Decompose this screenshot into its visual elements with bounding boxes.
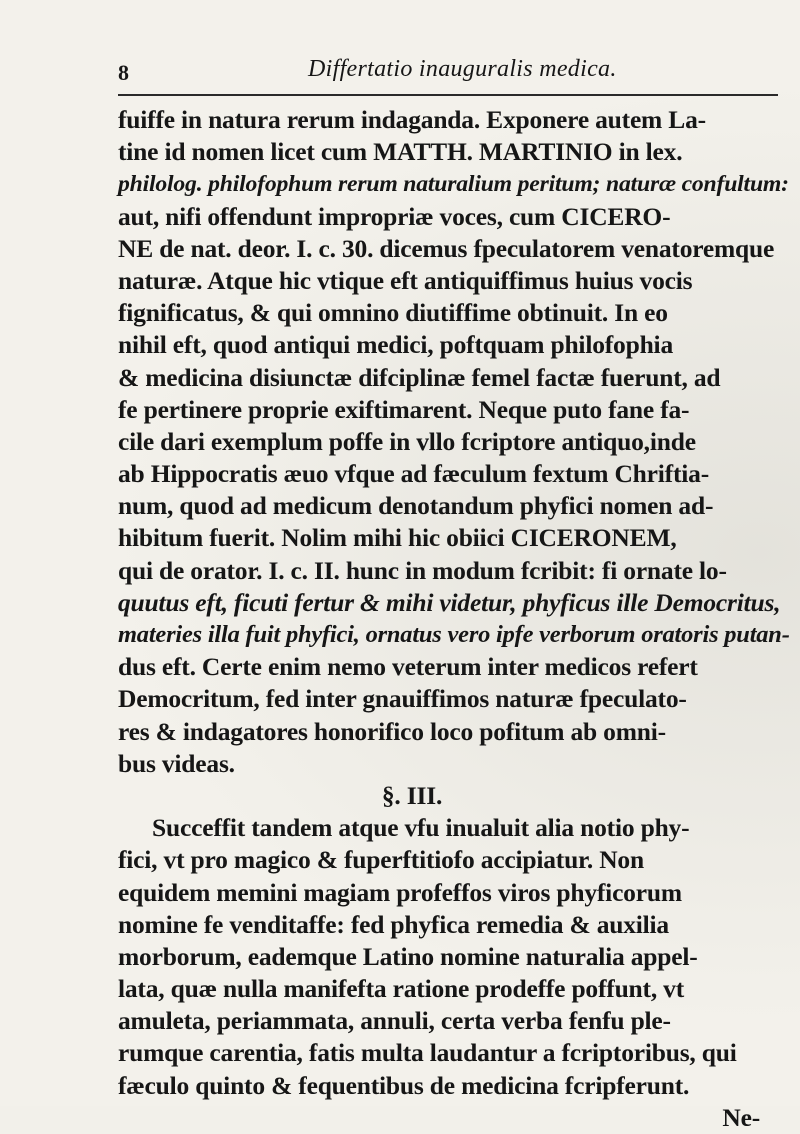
text-line: fuiffe in natura rerum indaganda. Exponere autem La- (118, 105, 706, 134)
text-line: nihil eft, quod antiqui medici, poftquam philofophia (118, 330, 673, 360)
text-line: equidem memini magiam profeffos viros phyficorum (118, 877, 682, 907)
section-heading: §. III. (381, 780, 443, 810)
running-head (118, 52, 778, 92)
text-line: num, quod ad medicum denotandum phyfici nomen ad- (118, 491, 714, 521)
text-line: qui de orator. I. c. II. hunc in modum fcribit: fi ornate lo- (118, 555, 727, 585)
text-line: hibitum fuerit. Nolim mihi hic obiici CICERONEM, (118, 523, 677, 553)
text-line: fignificatus, & qui omnino diutiffime obtinuit. In eo (118, 298, 668, 328)
page-number: 8 (118, 60, 129, 85)
text-line: aut, nifi offendunt impropriæ voces, cum CICERO- (118, 201, 671, 231)
header-title: Differtatio inauguralis medica. (308, 56, 617, 82)
text-line: tine id nomen licet cum MATTH. MARTINIO in lex. (118, 137, 683, 167)
text-line: fæculo quinto & fequentibus de medicina fcripferunt. (118, 1070, 690, 1100)
catchword: Ne- (722, 1102, 760, 1132)
text-line: Democritum, fed inter gnauiffimos naturæ fpeculato- (118, 684, 687, 714)
text-line: cile dari exemplum poffe in vllo fcriptore antiquo,inde (118, 426, 696, 456)
text-line: nomine fe venditaffe: fed phyfica remedia & auxilia (118, 909, 669, 939)
text-line: dus eft. Certe enim nemo veterum inter medicos refert (118, 652, 698, 682)
header-rule (118, 94, 778, 96)
text-line: bus videas. (118, 748, 235, 778)
text-line: naturæ. Atque hic vtique eft antiquiffimus huius vocis (118, 265, 693, 295)
text-line: res & indagatores honorifico loco pofitum ab omni- (118, 716, 666, 746)
text-line: & medicina disiunctæ difciplinæ femel factæ fuerunt, ad (118, 362, 721, 392)
text-line: amuleta, periammata, annuli, certa verba fenfu ple- (118, 1006, 671, 1036)
text-line: fici, vt pro magico & fuperftitiofo accipiatur. Non (118, 845, 644, 875)
text-line: NE de nat. deor. I. c. 30. dicemus fpeculatorem venatoremque (118, 233, 775, 263)
text-line: morborum, eademque Latino nomine naturalia appel- (118, 941, 698, 971)
text-line: quutus eft, ficuti fertur & mihi videtur, phyficus ille Democritus, (118, 587, 781, 617)
text-line: Succeffit tandem atque vfu inualuit alia notio phy- (152, 813, 690, 843)
text-line: fe pertinere proprie exiftimarent. Neque puto fane fa- (118, 394, 690, 424)
text-line: rumque carentia, fatis multa laudantur a fcriptoribus, qui (118, 1038, 737, 1068)
text-line: materies illa fuit phyfici, ornatus vero ipfe verborum oratoris putan- (118, 621, 790, 648)
text-line: ab Hippocratis æuo vfque ad fæculum fextum Chriftia- (118, 459, 709, 489)
text-line: lata, quæ nulla manifefta ratione prodeffe poffunt, vt (118, 974, 685, 1004)
body-text (118, 104, 790, 1134)
text-line: philolog. philofophum rerum naturalium peritum; naturæ confultum: (118, 171, 789, 198)
